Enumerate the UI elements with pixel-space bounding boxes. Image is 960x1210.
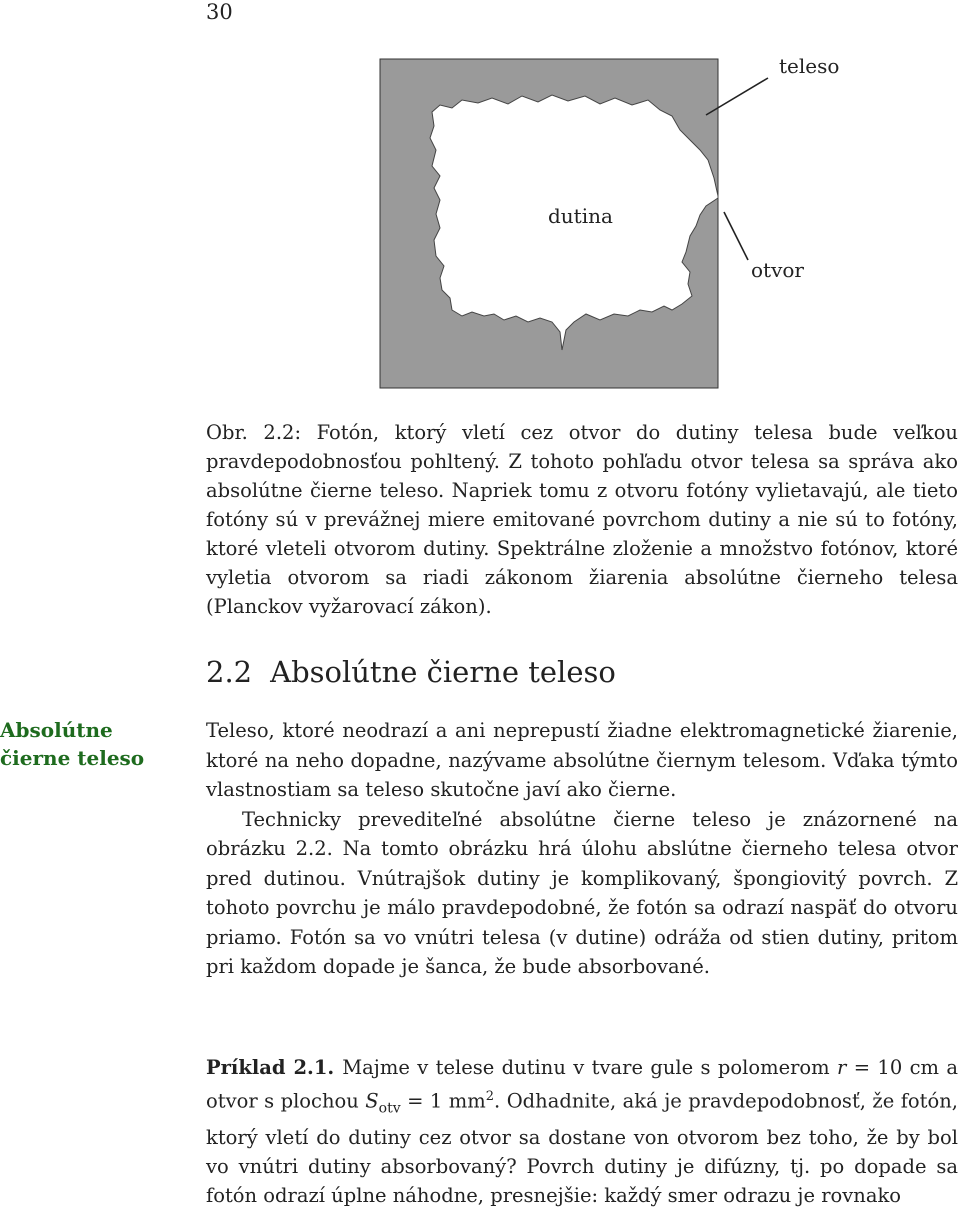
example-text: Majme v telese dutinu v tvare gule s polomerom bbox=[342, 1056, 838, 1079]
example-lead: Príklad 2.1. bbox=[206, 1056, 335, 1079]
paragraph: Technicky prevediteľné absolútne čierne teleso je znázornené na obrázku 2.2. Na tomto obrázku hrá úlohu abslútne čierneho telesa otvor pred dutinou. Vnútrajšok dutiny je komplikovaný, špongiovitý povrch. Z tohoto povrchu je málo pravdepodobné, že fotón sa odrazí naspäť do otvoru priamo. Fotón sa vo vnútri telesa (v dutine) odráža od stien dutiny, pritom pri každom dopade je šanca, že bude absorbované. bbox=[206, 807, 958, 978]
cavity-figure bbox=[0, 0, 960, 400]
math-var-r: r bbox=[837, 1056, 847, 1079]
example-text: = 10 cm a otvor s plochou bbox=[206, 1056, 958, 1113]
section-title: Absolútne čierne teleso bbox=[270, 655, 616, 689]
section-number: 2.2 bbox=[206, 655, 253, 689]
label-otvor: otvor bbox=[751, 258, 804, 282]
figure-caption: Obr. 2.2: Fotón, ktorý vletí cez otvor do dutiny telesa bude veľkou pravdepodobnosťou pohltený. Z tohoto pohľadu otvor telesa sa správa ako absolútne čierne teleso. Napriek tomu z otvoru fotóny vylietavajú, ale tieto fotóny sú v prevážnej miere emitované povrchom dutiny a nie sú to fotóny, ktoré vleteli otvorom dutiny. Spektrálne zloženie a množstvo fotónov, ktoré vyletia otvorom sa riadi zákonom žiarenia absolútne čierneho telesa (Planckov vyžarovací zákon). bbox=[206, 421, 958, 618]
example-text: = 1 mm bbox=[400, 1089, 486, 1113]
math-subscript: otv bbox=[378, 1100, 401, 1117]
example-block bbox=[206, 1053, 958, 1210]
leader-line-otvor bbox=[724, 212, 748, 260]
label-dutina: dutina bbox=[548, 204, 613, 228]
label-teleso: teleso bbox=[779, 54, 840, 78]
section-heading bbox=[206, 655, 616, 689]
margin-note: Absolútne čierne teleso bbox=[0, 718, 145, 770]
page-number: 30 bbox=[206, 0, 233, 24]
paragraph: Teleso, ktoré neodrazí a ani neprepustí žiadne elektromagnetické žiarenie, ktoré na neho dopadne, nazývame absolútne čiernym telesom. Vďaka týmto vlastnostiam sa teleso skutočne javí ako čierne. bbox=[206, 719, 958, 801]
math-var-s: S bbox=[365, 1089, 379, 1113]
example-text: . Odhadnite, aká je pravdepodobnosť, že fotón, ktorý vletí do dutiny cez otvor sa dostane von otvorom bez toho, že by bol vo vnútri dutiny absorbovaný? Povrch dutiny je difúzny, tj. po dopade sa fotón odrazí úplne náhodne, presnejšie: každý smer odrazu je rovnako bbox=[206, 1089, 959, 1208]
math-superscript: 2 bbox=[485, 1089, 495, 1104]
section-body bbox=[206, 716, 958, 982]
